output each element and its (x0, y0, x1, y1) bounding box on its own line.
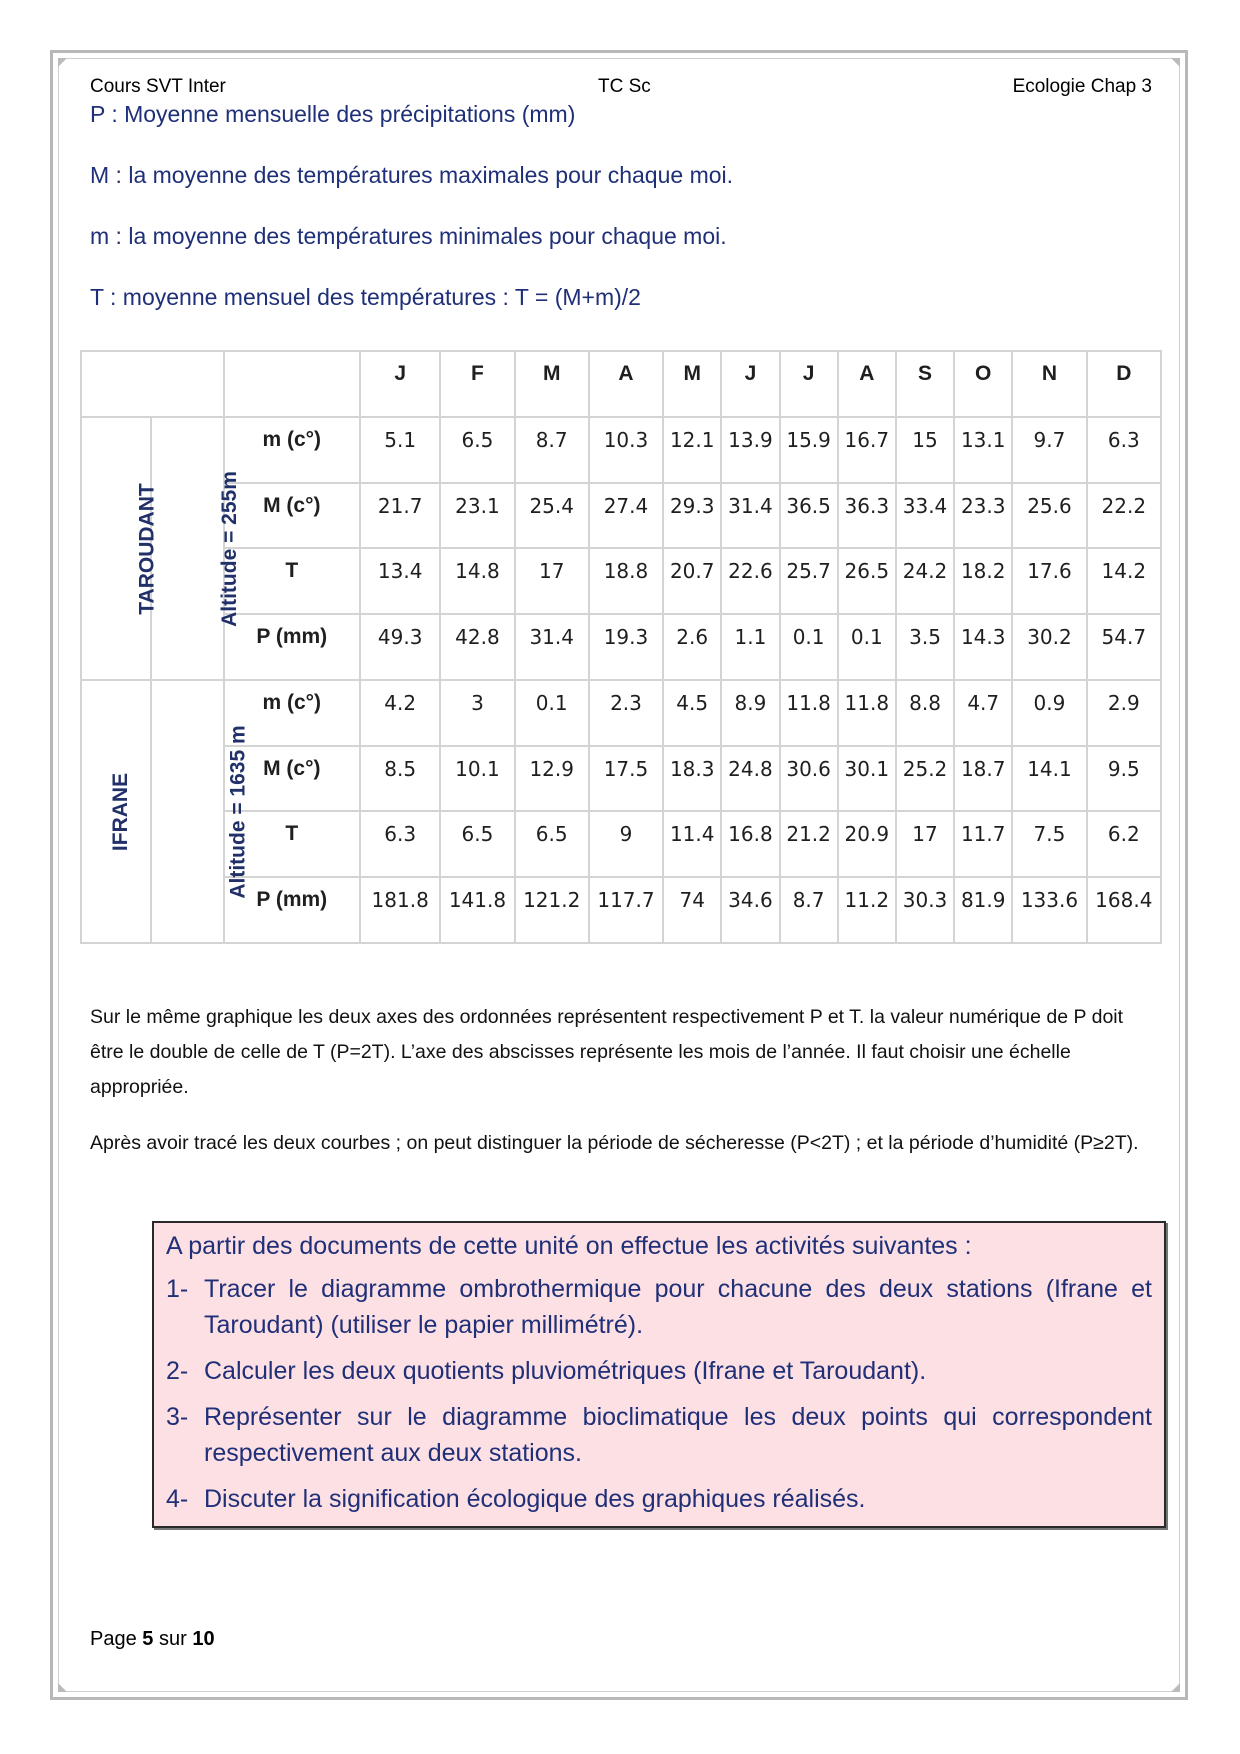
page-label: Page (90, 1628, 137, 1650)
value-cell: 24.8 (721, 746, 779, 812)
value-cell: 4.7 (954, 680, 1012, 746)
value-cell: 36.5 (780, 483, 838, 549)
value-cell: 6.5 (515, 811, 589, 877)
activity-item (166, 1399, 1152, 1471)
value-cell: 6.3 (1087, 417, 1161, 483)
value-cell: 81.9 (954, 877, 1012, 943)
activity-text: Tracer le diagramme ombrothermique pour chacune des deux stations (Ifrane et Taroudant) (utiliser le papier millimétré). (204, 1275, 1152, 1339)
frame-corner-bottom-right (1171, 1683, 1180, 1692)
value-cell: 74 (663, 877, 721, 943)
variable-label: T (224, 548, 361, 614)
table-header-row (81, 351, 1161, 417)
value-cell: 13.4 (360, 548, 440, 614)
value-cell: 25.2 (896, 746, 954, 812)
value-cell: 141.8 (440, 877, 514, 943)
dry-period-text: Après avoir tracé les deux courbes ; on peut distinguer la période de sécheresse (P<2T) ; et la période d’humidité (P≥2T). (90, 1132, 1139, 1154)
value-cell: 31.4 (515, 614, 589, 680)
value-cell: 12.9 (515, 746, 589, 812)
value-cell: 26.5 (838, 548, 896, 614)
value-cell: 30.3 (896, 877, 954, 943)
value-cell: 2.3 (589, 680, 663, 746)
month-header: F (440, 351, 514, 417)
value-cell: 15 (896, 417, 954, 483)
value-cell: 11.2 (838, 877, 896, 943)
value-cell: 14.2 (1087, 548, 1161, 614)
value-cell: 3 (440, 680, 514, 746)
value-cell: 42.8 (440, 614, 514, 680)
activity-item (166, 1271, 1152, 1343)
activity-item (166, 1481, 1152, 1517)
value-cell: 24.2 (896, 548, 954, 614)
value-cell: 19.3 (589, 614, 663, 680)
value-cell: 8.8 (896, 680, 954, 746)
header-chapter: Ecologie Chap 3 (1012, 76, 1152, 97)
month-header: M (515, 351, 589, 417)
value-cell: 33.4 (896, 483, 954, 549)
variable-label: m (c°) (224, 680, 361, 746)
value-cell: 8.5 (360, 746, 440, 812)
month-header: M (663, 351, 721, 417)
header-class: TC Sc (598, 76, 651, 97)
value-cell: 4.5 (663, 680, 721, 746)
value-cell: 14.1 (1012, 746, 1086, 812)
value-cell: 7.5 (1012, 811, 1086, 877)
value-cell: 11.4 (663, 811, 721, 877)
station-name-cell (81, 680, 151, 943)
variable-label: m (c°) (224, 417, 361, 483)
month-header: A (838, 351, 896, 417)
value-cell: 27.4 (589, 483, 663, 549)
value-cell: 34.6 (721, 877, 779, 943)
table-row (81, 548, 1161, 614)
value-cell: 9.7 (1012, 417, 1086, 483)
activities-list (166, 1271, 1152, 1517)
month-header: A (589, 351, 663, 417)
value-cell: 13.9 (721, 417, 779, 483)
value-cell: 9.5 (1087, 746, 1161, 812)
value-cell: 36.3 (838, 483, 896, 549)
month-header: J (780, 351, 838, 417)
month-header: D (1087, 351, 1161, 417)
value-cell: 30.6 (780, 746, 838, 812)
value-cell: 30.2 (1012, 614, 1086, 680)
variable-label: T (224, 811, 361, 877)
value-cell: 12.1 (663, 417, 721, 483)
climate-table-body (81, 351, 1161, 943)
value-cell: 117.7 (589, 877, 663, 943)
definition-max: M : la moyenne des températures maximales pour chaque moi. (90, 162, 734, 188)
value-cell: 18.7 (954, 746, 1012, 812)
value-cell: 25.4 (515, 483, 589, 549)
header-empty-cell (224, 351, 361, 417)
activity-text: Discuter la signification écologique des graphiques réalisés. (204, 1485, 866, 1513)
instructions-text: Sur le même graphique les deux axes des ordonnées représentent respectivement P et T. la valeur numérique de P doit être le double de celle de T (P=2T). L’axe des abscisses représente les mois de l’année. Il faut choisir une échelle appropriée. (90, 1006, 1124, 1098)
value-cell: 9 (589, 811, 663, 877)
value-cell: 16.7 (838, 417, 896, 483)
value-cell: 18.2 (954, 548, 1012, 614)
value-cell: 25.6 (1012, 483, 1086, 549)
frame-corner-top-left (58, 58, 67, 67)
header-course: Cours SVT Inter (90, 76, 226, 97)
value-cell: 0.1 (838, 614, 896, 680)
value-cell: 23.3 (954, 483, 1012, 549)
activity-number: 4- (166, 1485, 189, 1513)
variable-label: P (mm) (224, 614, 361, 680)
value-cell: 133.6 (1012, 877, 1086, 943)
page-number (90, 1628, 215, 1651)
definition-t: T : moyenne mensuel des températures : T = (M+m)/2 (90, 284, 641, 310)
value-cell: 22.2 (1087, 483, 1161, 549)
climate-table (80, 350, 1162, 944)
value-cell: 17 (896, 811, 954, 877)
station-name-cell (81, 417, 159, 680)
month-header: J (721, 351, 779, 417)
instructions-paragraph (90, 1000, 1150, 1105)
value-cell: 29.3 (663, 483, 721, 549)
value-cell: 3.5 (896, 614, 954, 680)
definition-min: m : la moyenne des températures minimales pour chaque moi. (90, 223, 727, 249)
value-cell: 4.2 (360, 680, 440, 746)
value-cell: 31.4 (721, 483, 779, 549)
value-cell: 14.8 (440, 548, 514, 614)
value-cell: 11.7 (954, 811, 1012, 877)
value-cell: 17.5 (589, 746, 663, 812)
value-cell: 30.1 (838, 746, 896, 812)
month-header: O (954, 351, 1012, 417)
frame-corner-bottom-left (58, 1683, 67, 1692)
value-cell: 22.6 (721, 548, 779, 614)
activity-number: 2- (166, 1357, 189, 1385)
value-cell: 8.9 (721, 680, 779, 746)
value-cell: 14.3 (954, 614, 1012, 680)
variable-label: M (c°) (224, 483, 361, 549)
station-altitude-cell (151, 680, 250, 943)
value-cell: 10.3 (589, 417, 663, 483)
value-cell: 1.1 (721, 614, 779, 680)
value-cell: 11.8 (780, 680, 838, 746)
value-cell: 15.9 (780, 417, 838, 483)
activity-text: Représenter sur le diagramme bioclimatique les deux points qui correspondent respectivement aux deux stations. (204, 1403, 1152, 1467)
value-cell: 2.9 (1087, 680, 1161, 746)
value-cell: 168.4 (1087, 877, 1161, 943)
table-row (81, 614, 1161, 680)
station-name: IFRANE (109, 772, 133, 851)
value-cell: 5.1 (360, 417, 440, 483)
activity-number: 1- (166, 1275, 189, 1303)
value-cell: 6.3 (360, 811, 440, 877)
activity-item (166, 1353, 1152, 1389)
month-header: N (1012, 351, 1086, 417)
value-cell: 17 (515, 548, 589, 614)
page-of-label: sur (158, 1628, 187, 1650)
value-cell: 25.7 (780, 548, 838, 614)
activity-text: Calculer les deux quotients pluviométriques (Ifrane et Taroudant). (204, 1357, 927, 1385)
value-cell: 18.8 (589, 548, 663, 614)
frame-corner-top-right (1171, 58, 1180, 67)
value-cell: 23.1 (440, 483, 514, 549)
activity-number: 3- (166, 1403, 189, 1431)
table-row (81, 483, 1161, 549)
value-cell: 2.6 (663, 614, 721, 680)
value-cell: 54.7 (1087, 614, 1161, 680)
value-cell: 6.5 (440, 811, 514, 877)
value-cell: 20.9 (838, 811, 896, 877)
header-empty-cell (81, 351, 224, 417)
value-cell: 13.1 (954, 417, 1012, 483)
value-cell: 18.3 (663, 746, 721, 812)
dry-period-paragraph (90, 1126, 1150, 1161)
value-cell: 6.5 (440, 417, 514, 483)
value-cell: 20.7 (663, 548, 721, 614)
station-altitude: Altitude = 255m (218, 470, 242, 627)
total-pages: 10 (192, 1628, 215, 1650)
activities-intro: A partir des documents de cette unité on effectue les activités suivantes : (166, 1232, 972, 1260)
value-cell: 8.7 (780, 877, 838, 943)
station-altitude: Altitude = 1635 m (226, 725, 250, 899)
current-page: 5 (142, 1628, 154, 1650)
variable-label: P (mm) (224, 877, 361, 943)
variable-label: M (c°) (224, 746, 361, 812)
value-cell: 16.8 (721, 811, 779, 877)
station-name: TAROUDANT (135, 483, 159, 615)
definitions (90, 102, 733, 346)
value-cell: 11.8 (838, 680, 896, 746)
value-cell: 49.3 (360, 614, 440, 680)
table-row (81, 680, 1161, 746)
month-header: S (896, 351, 954, 417)
value-cell: 0.1 (780, 614, 838, 680)
value-cell: 0.9 (1012, 680, 1086, 746)
table-row (81, 417, 1161, 483)
value-cell: 181.8 (360, 877, 440, 943)
station-altitude-cell (151, 417, 242, 680)
value-cell: 21.7 (360, 483, 440, 549)
value-cell: 8.7 (515, 417, 589, 483)
value-cell: 121.2 (515, 877, 589, 943)
value-cell: 21.2 (780, 811, 838, 877)
activities-box (152, 1221, 1166, 1528)
value-cell: 17.6 (1012, 548, 1086, 614)
definition-p: P : Moyenne mensuelle des précipitations (mm) (90, 101, 576, 127)
value-cell: 0.1 (515, 680, 589, 746)
value-cell: 10.1 (440, 746, 514, 812)
month-header: J (360, 351, 440, 417)
value-cell: 6.2 (1087, 811, 1161, 877)
